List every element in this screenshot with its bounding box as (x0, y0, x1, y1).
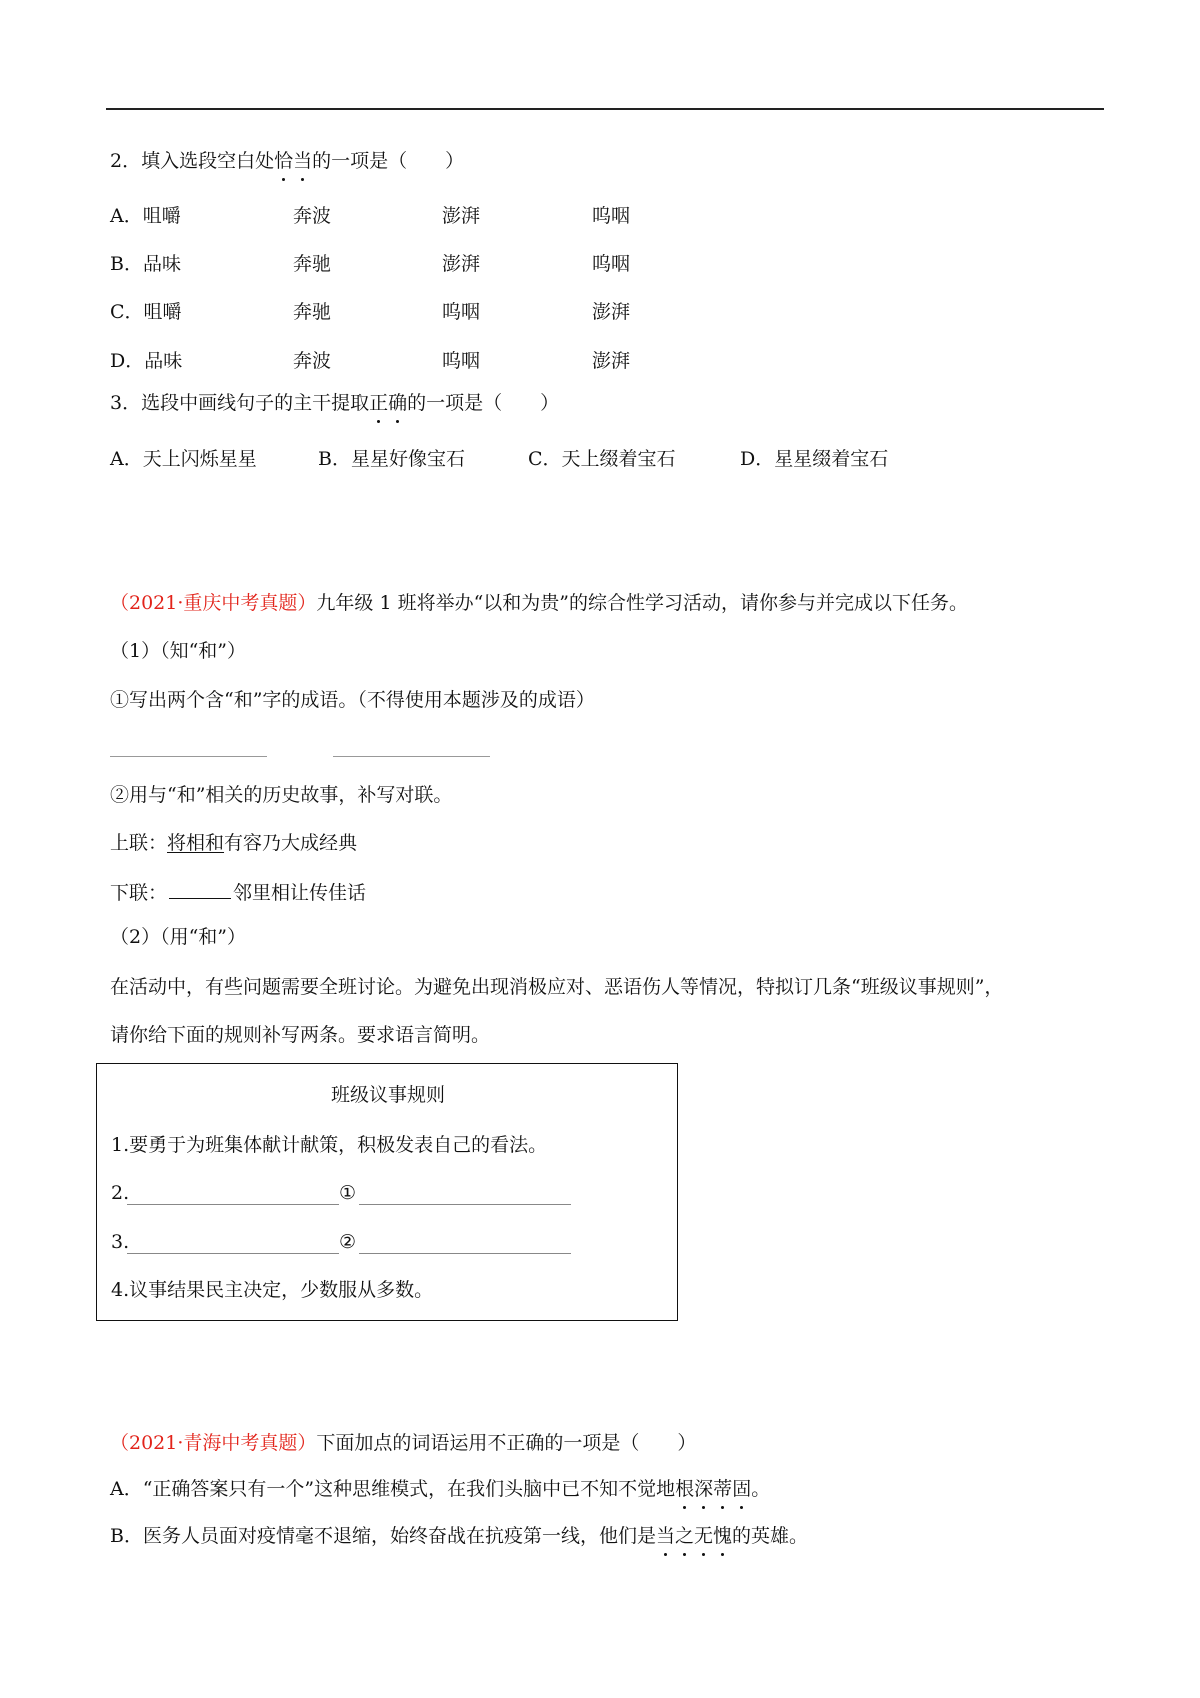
rule-2-marker: ① (339, 1182, 357, 1204)
q2-option-c-label: C．咀嚼 (110, 301, 182, 323)
dotted-char: 之 (674, 1525, 694, 1547)
q2-option-a-word2: 奔波 (293, 205, 332, 227)
couplet-lower-blank[interactable] (169, 880, 231, 899)
q4-part1-q2: ②用与“和”相关的历史故事，补写对联。 (110, 784, 453, 806)
rule-2-answer-line[interactable] (359, 1204, 571, 1205)
dotted-char: 正 (369, 392, 389, 414)
dotted-char: 愧 (713, 1525, 733, 1547)
rules-box (96, 1063, 678, 1321)
q4-intro-line (110, 592, 968, 615)
dotted-char: 当 (293, 150, 313, 172)
dotted-char: 深 (694, 1478, 714, 1500)
dotted-char: 固 (732, 1478, 752, 1500)
q3-option-c: C．天上缀着宝石 (528, 448, 676, 470)
couplet-lower (110, 880, 366, 905)
rule-2-number: 2. (111, 1182, 130, 1204)
couplet-upper-underlined: 将相和 (167, 832, 225, 854)
rule-2-blank[interactable] (127, 1204, 339, 1205)
header-rule (106, 108, 1104, 110)
couplet-upper-label: 上联： (110, 832, 168, 854)
q3-option-b: B．星星好像宝石 (318, 448, 465, 470)
q3-stem (110, 392, 559, 415)
dotted-char: 蒂 (713, 1478, 733, 1500)
rule-4: 4.议事结果民主决定，少数服从多数。 (111, 1279, 434, 1301)
dotted-char: 无 (694, 1525, 714, 1547)
q2-option-c-word4: 澎湃 (592, 301, 631, 323)
q2-option-a-word3: 澎湃 (442, 205, 481, 227)
q2-option-c-word3: 呜咽 (442, 301, 481, 323)
q4-part2-line2: 请你给下面的规则补写两条。要求语言简明。 (110, 1024, 491, 1046)
q2-option-b-word2: 奔驰 (293, 253, 332, 275)
q2-option-a-label: A．咀嚼 (110, 205, 181, 227)
q5-stem: 下面加点的词语运用不正确的一项是（ ） (316, 1432, 697, 1454)
rule-3-answer-line[interactable] (359, 1253, 571, 1254)
answer-blank-2[interactable] (333, 756, 490, 757)
q2-option-b-label: B．品味 (110, 253, 181, 275)
couplet-lower-label: 下联： (110, 882, 168, 904)
couplet-upper-rest: 有容乃大成经典 (224, 832, 358, 854)
q5-option-b-prefix: B．医务人员面对疫情毫不退缩，始终奋战在抗疫第一线，他们是 (110, 1525, 656, 1547)
q2-option-d-word3: 呜咽 (442, 350, 481, 372)
q5-option-a-suffix: 。 (751, 1478, 771, 1500)
q4-intro: 九年级 1 班将举办“以和为贵”的综合性学习活动，请你参与并完成以下任务。 (316, 592, 969, 614)
q4-part2-line1: 在活动中，有些问题需要全班讨论。为避免出现消极应对、恶语伤人等情况，特拟订几条“班级议事规则”， (110, 976, 1004, 998)
q2-stem-prefix: 2．填入选段空白处 (110, 150, 275, 172)
q3-option-d: D．星星缀着宝石 (740, 448, 889, 470)
q5-option-a-prefix: A．“正确答案只有一个”这种思维模式，在我们头脑中已不知不觉地 (110, 1478, 676, 1500)
q4-part1-q1: ①写出两个含“和”字的成语。（不得使用本题涉及的成语） (110, 689, 595, 711)
q5-option-b (110, 1525, 808, 1548)
q2-option-d-label: D．品味 (110, 350, 183, 372)
q4-part1-title: （1）（知“和”） (110, 640, 247, 662)
answer-blank-1[interactable] (110, 756, 267, 757)
q5-source: （2021·青海中考真题） (110, 1432, 317, 1454)
q2-stem (110, 150, 464, 173)
q3-option-a: A．天上闪烁星星 (110, 448, 257, 470)
q5-option-b-suffix: 的英雄。 (732, 1525, 809, 1547)
couplet-upper (110, 832, 357, 855)
q4-part2-title: （2）（用“和”） (110, 926, 247, 948)
couplet-lower-rest: 邻里相让传佳话 (233, 882, 367, 904)
q3-stem-suffix: 的一项是（ ） (407, 392, 560, 414)
q2-option-b-word4: 呜咽 (592, 253, 631, 275)
rule-3-number: 3. (111, 1231, 130, 1253)
q2-option-b-word3: 澎湃 (442, 253, 481, 275)
q3-stem-prefix: 3．选段中画线句子的主干提取 (110, 392, 370, 414)
q5-option-a (110, 1478, 770, 1501)
q2-option-d-word2: 奔波 (293, 350, 332, 372)
q2-option-a-word4: 呜咽 (592, 205, 631, 227)
q2-option-c-word2: 奔驰 (293, 301, 332, 323)
q2-option-d-word4: 澎湃 (592, 350, 631, 372)
dotted-char: 根 (675, 1478, 695, 1500)
dotted-char: 恰 (274, 150, 294, 172)
rule-3-marker: ② (339, 1231, 357, 1253)
dotted-char: 当 (655, 1525, 675, 1547)
q5-stem-line (110, 1432, 696, 1455)
q2-stem-suffix: 的一项是（ ） (312, 150, 465, 172)
rules-title: 班级议事规则 (330, 1084, 445, 1106)
q4-source: （2021·重庆中考真题） (110, 592, 317, 614)
rule-3-blank[interactable] (127, 1253, 339, 1254)
dotted-char: 确 (388, 392, 408, 414)
rule-1: 1.要勇于为班集体献计献策，积极发表自己的看法。 (111, 1134, 548, 1156)
